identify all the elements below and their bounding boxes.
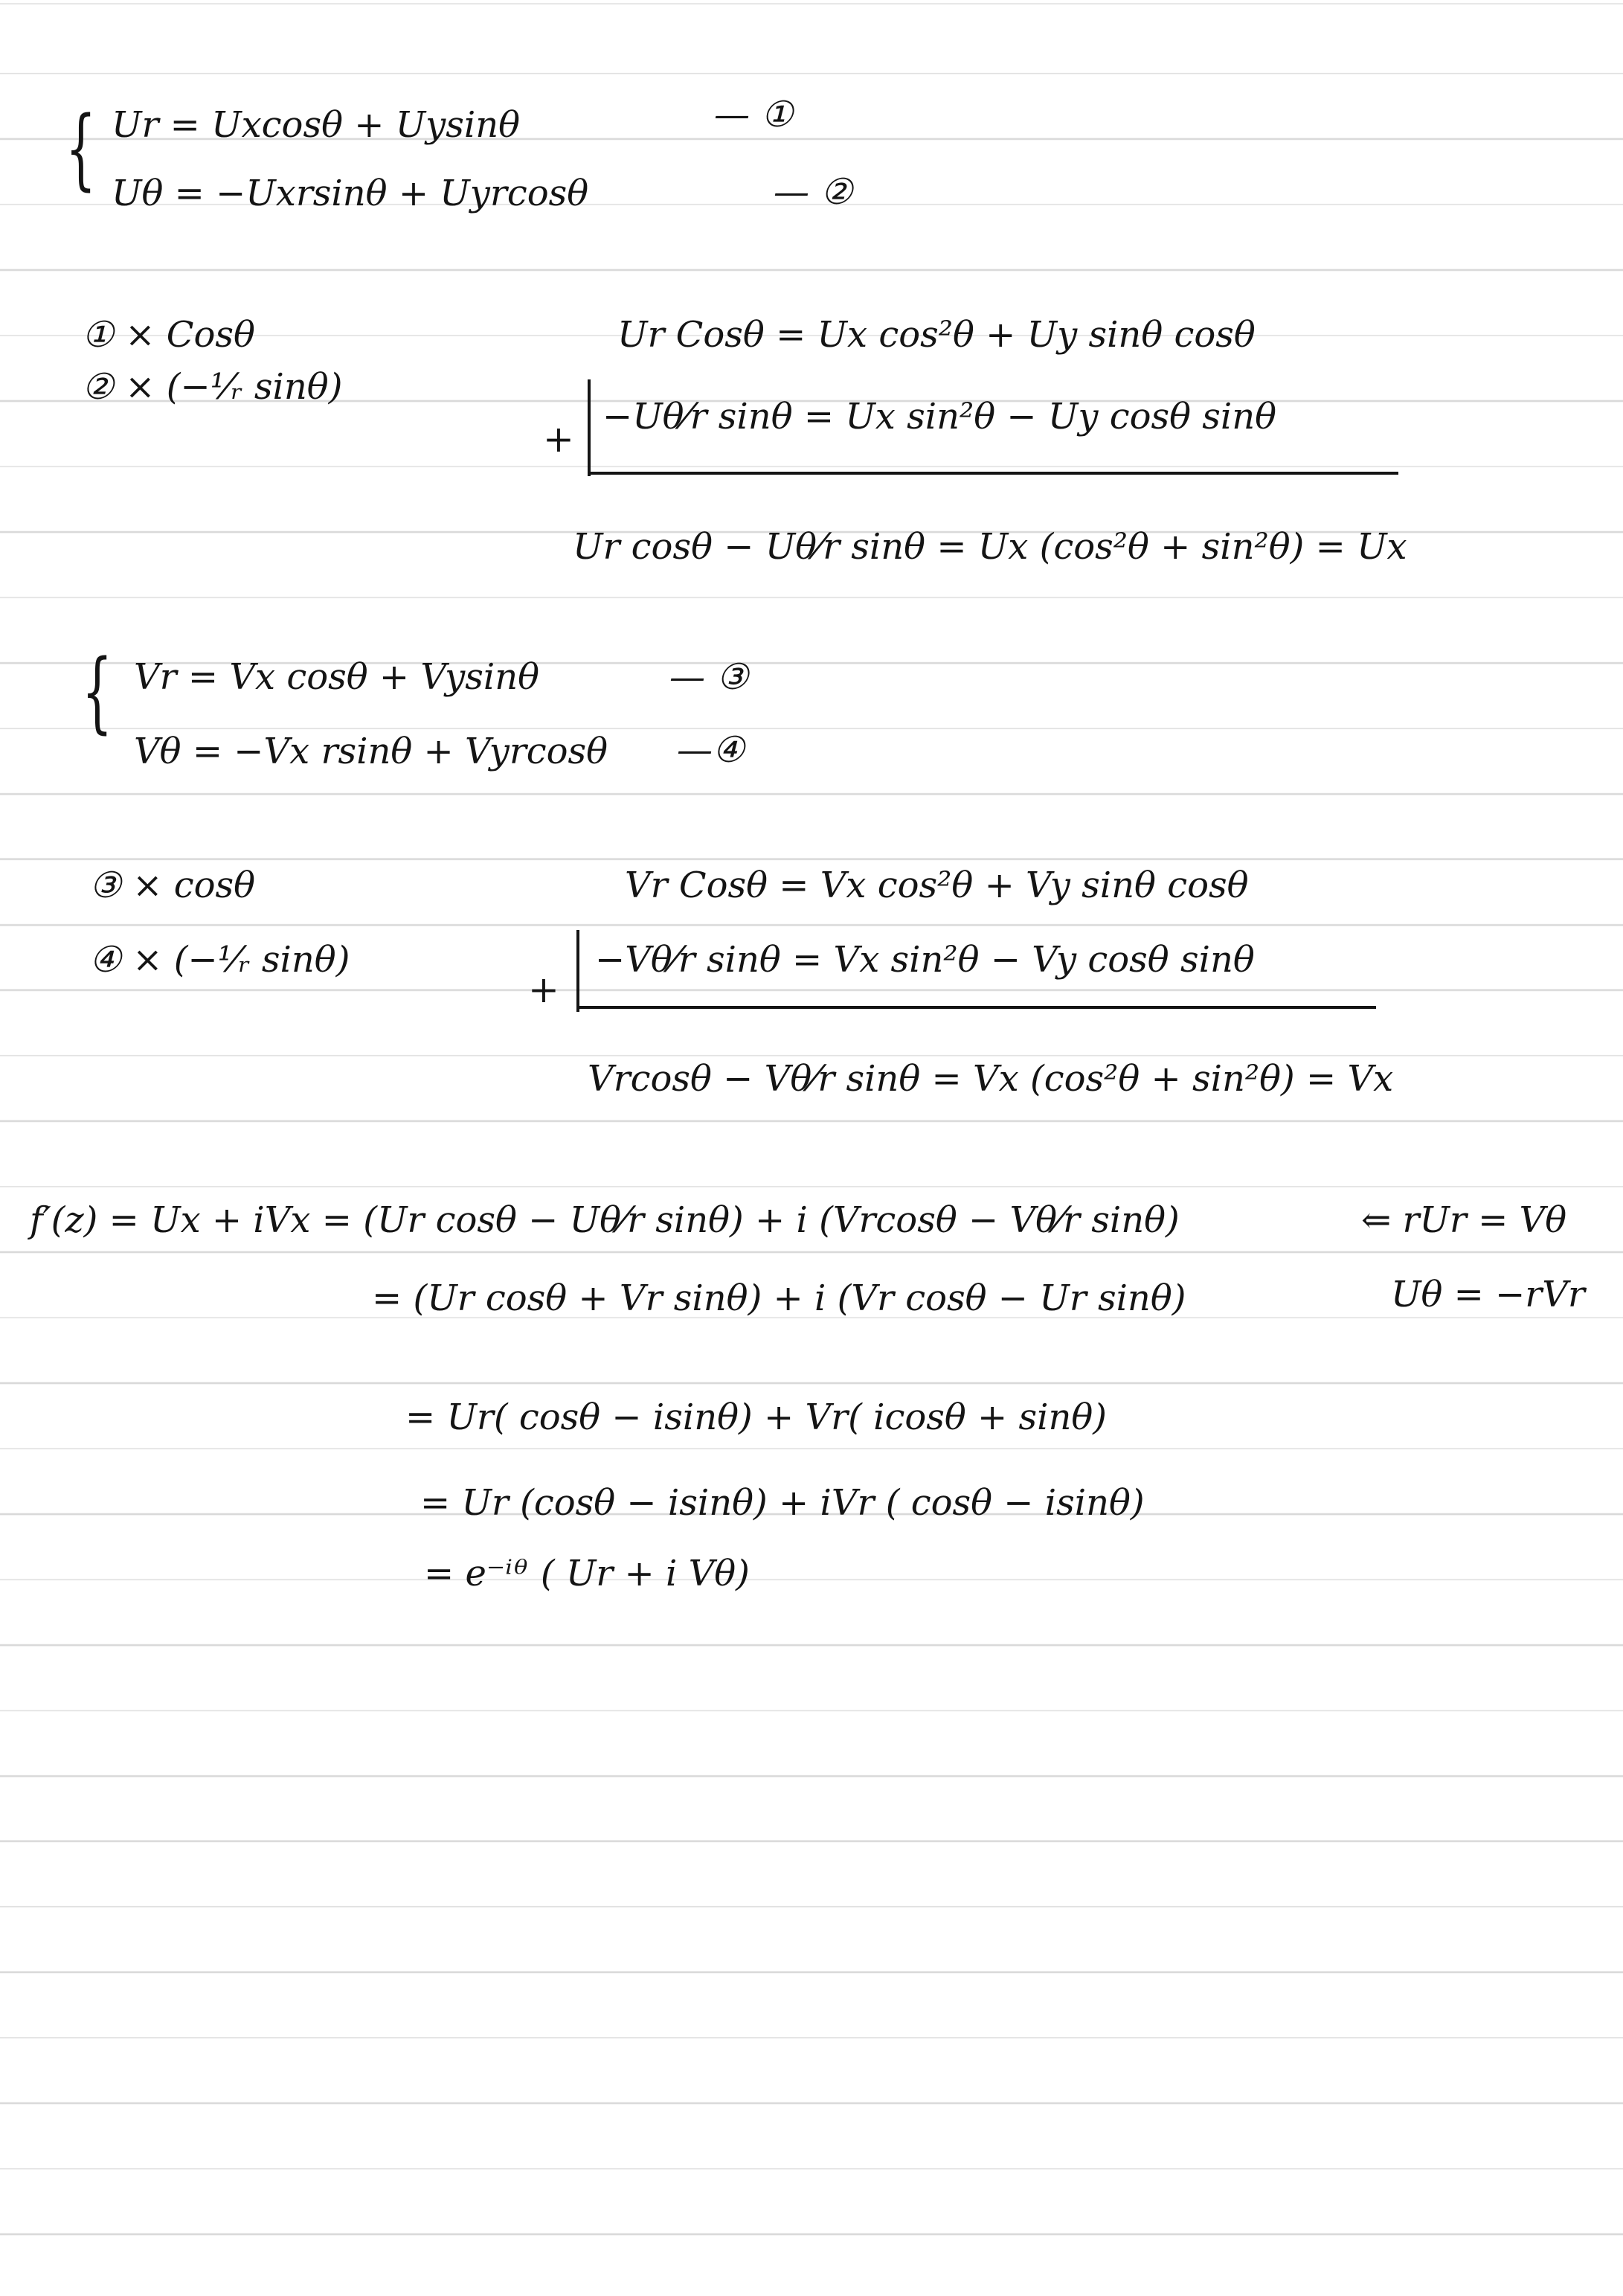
derivation-line-3: = Ur( cosθ − isinθ) + Vr( icosθ + sinθ): [405, 1396, 1108, 1438]
equation-3: Vr = Vx cosθ + Vysinθ: [134, 656, 540, 698]
step1-line-1: Ur Cosθ = Ux cos²θ + Uy sinθ cosθ: [617, 314, 1256, 356]
sum-bracket: [588, 379, 591, 476]
step2-line-2: −Vθ⁄r sinθ = Vx sin²θ − Vy cosθ sinθ: [595, 939, 1255, 981]
equation-2-tag: — ②: [774, 171, 853, 213]
operation-2: ② × (−¹⁄ᵣ sinθ): [82, 366, 343, 408]
derivation-note-1: ⇐ rUr = Vθ: [1361, 1199, 1567, 1241]
equation-1: Ur = Uxcosθ + Uysinθ: [112, 104, 521, 146]
equation-1-tag: — ①: [714, 94, 794, 135]
derivation-line-4: = Ur (cosθ − isinθ) + iVr ( cosθ − isinθ): [420, 1482, 1145, 1524]
equation-3-tag: — ③: [669, 656, 749, 698]
equation-4-tag: —④: [677, 729, 745, 771]
derivation-note-2: Uθ = −rVr: [1391, 1274, 1585, 1315]
operation-1: ① × Cosθ: [82, 314, 255, 356]
derivation-line-1: f′(z) = Ux + iVx = (Ur cosθ − Uθ⁄r sinθ) + i (Vrcosθ − Vθ⁄r sinθ): [30, 1199, 1180, 1241]
left-brace: {: [65, 97, 97, 199]
equation-4: Vθ = −Vx rsinθ + Vyrcosθ: [134, 731, 608, 772]
derivation-line-2: = (Ur cosθ + Vr sinθ) + i (Vr cosθ − Ur sinθ): [372, 1277, 1186, 1319]
step2-line-1: Vr Cosθ = Vx cos²θ + Vy sinθ cosθ: [625, 865, 1249, 906]
sum-bracket: [576, 930, 579, 1012]
operation-3: ③ × cosθ: [89, 865, 256, 906]
derivation-line-5: = e⁻ⁱᶿ ( Ur + i Vθ): [424, 1553, 750, 1594]
left-brace: {: [82, 640, 113, 743]
plus-sign: +: [528, 968, 559, 1011]
operation-4: ④ × (−¹⁄ᵣ sinθ): [89, 939, 350, 981]
step1-line-2: −Uθ⁄r sinθ = Ux sin²θ − Uy cosθ sinθ: [602, 396, 1277, 437]
sum-rule: [588, 472, 1398, 475]
sum-rule: [576, 1006, 1376, 1009]
equation-2: Uθ = −Uxrsinθ + Uyrcosθ: [112, 173, 589, 214]
step1-result: Ur cosθ − Uθ⁄r sinθ = Ux (cos²θ + sin²θ) = Ux: [573, 526, 1407, 568]
step2-result: Vrcosθ − Vθ⁄r sinθ = Vx (cos²θ + sin²θ) = Vx: [588, 1058, 1394, 1100]
plus-sign: +: [543, 417, 574, 461]
